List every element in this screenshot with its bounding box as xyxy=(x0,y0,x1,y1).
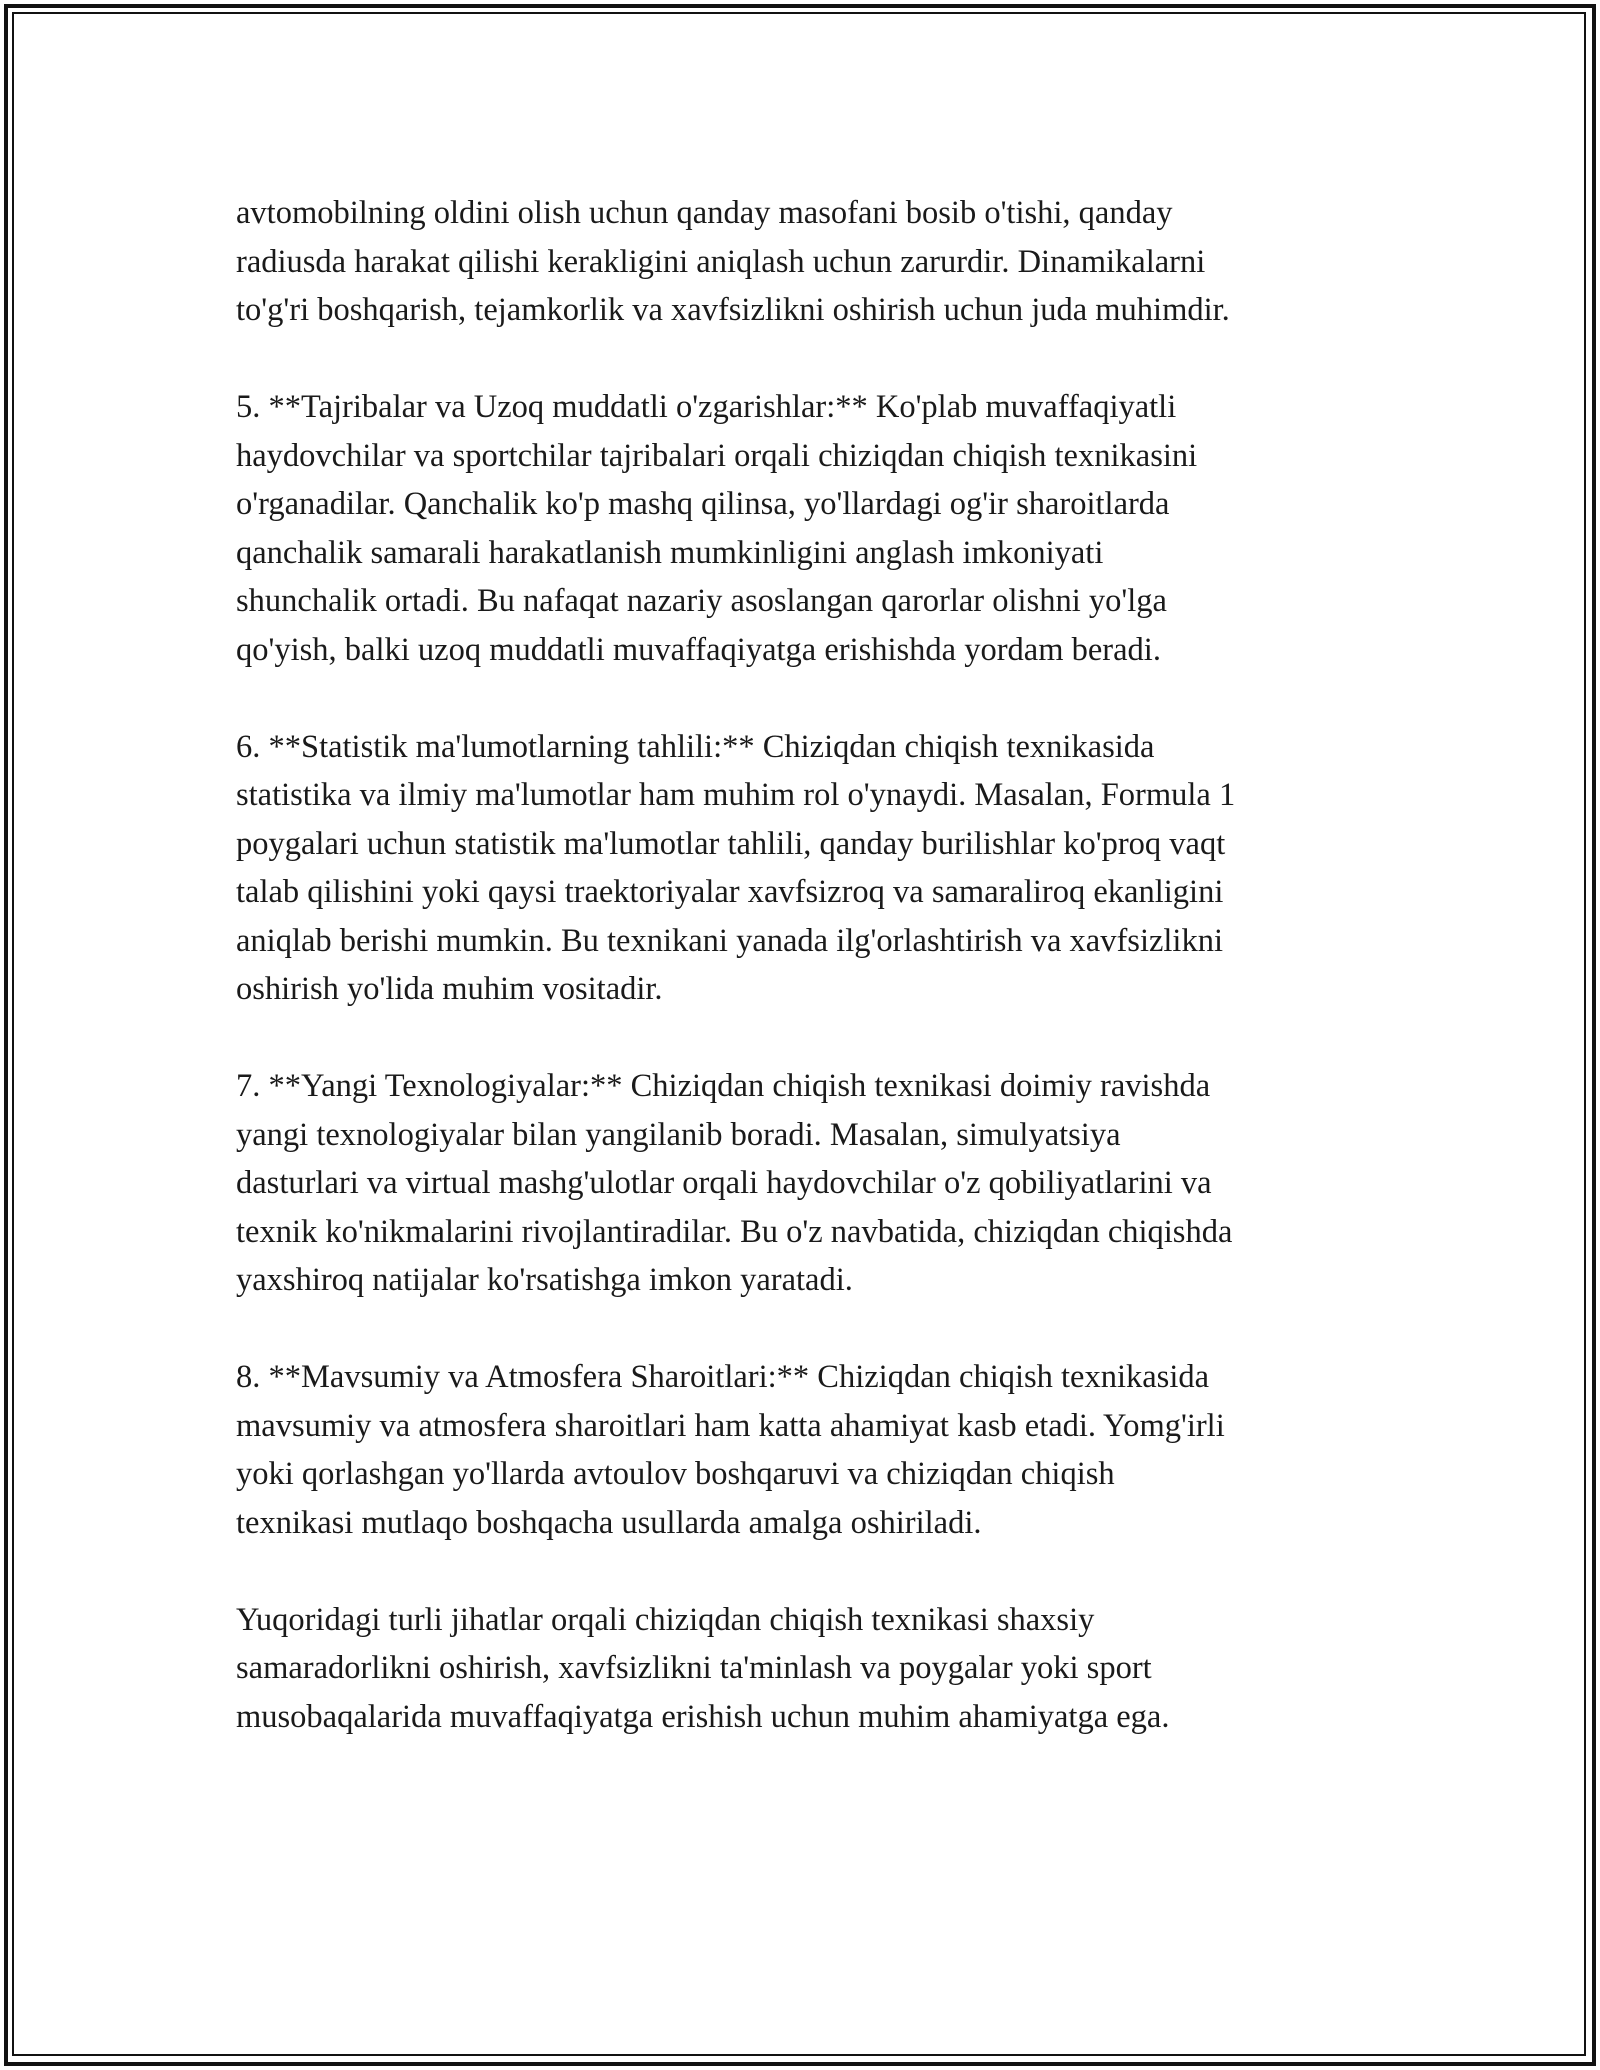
text-line: oshirish yo'lida muhim vositadir. xyxy=(236,971,663,1007)
text-line: 8. **Mavsumiy va Atmosfera Sharoitlari:** Chiziqdan chiqish texnikasida xyxy=(236,1359,1210,1395)
text-line: shunchalik ortadi. Bu nafaqat nazariy asoslangan qarorlar olishni yo'lga xyxy=(236,583,1167,619)
paragraph-item-7 xyxy=(236,1062,1386,1305)
text-line: radiusda harakat qilishi kerakligini aniqlash uchun zarurdir. Dinamikalarni xyxy=(236,243,1206,280)
text-line: samaradorlikni oshirish, xavfsizlikni ta'minlash va poygalar yoki sport xyxy=(236,1650,1152,1686)
text-line: yaxshiroq natijalar ko'rsatishga imkon yaratadi. xyxy=(236,1262,853,1298)
text-line: qanchalik samarali harakatlanish mumkinligini anglash imkoniyati xyxy=(236,534,1104,571)
text-line: texnikasi mutlaqo boshqacha usullarda amalga oshiriladi. xyxy=(236,1504,982,1541)
text-line: statistika va ilmiy ma'lumotlar ham muhim rol o'ynaydi. Masalan, Formula 1 xyxy=(236,777,1236,813)
paragraph-item-5 xyxy=(236,383,1386,674)
text-line: talab qilishini yoki qaysi traektoriyalar xavfsizroq va samaraliroq ekanligini xyxy=(236,874,1224,910)
paragraph-item-8 xyxy=(236,1353,1386,1547)
text-line: poygalari uchun statistik ma'lumotlar tahlili, qanday burilishlar ko'proq vaqt xyxy=(236,825,1226,862)
text-line: 7. **Yangi Texnologiyalar:** Chiziqdan chiqish texnikasi doimiy ravishda xyxy=(236,1068,1211,1104)
paragraph-conclusion xyxy=(236,1596,1386,1742)
text-line: Yuqoridagi turli jihatlar orqali chiziqdan chiqish texnikasi shaxsiy xyxy=(236,1601,1095,1638)
text-line: mavsumiy va atmosfera sharoitlari ham katta ahamiyat kasb etadi. Yomg'irli xyxy=(236,1407,1225,1444)
text-line: yangi texnologiyalar bilan yangilanib boradi. Masalan, simulyatsiya xyxy=(236,1116,1121,1153)
text-line: to'g'ri boshqarish, tejamkorlik va xavfsizlikni oshirish uchun juda muhimdir. xyxy=(236,292,1230,328)
paragraph-item-6 xyxy=(236,723,1386,1014)
text-line: texnik ko'nikmalarini rivojlantiradilar. Bu o'z navbatida, chiziqdan chiqishda xyxy=(236,1213,1233,1250)
text-line: musobaqalarida muvaffaqiyatga erishish uchun muhim ahamiyatga ega. xyxy=(236,1698,1170,1735)
text-line: haydovchilar va sportchilar tajribalari orqali chiziqdan chiqish texnikasini xyxy=(236,437,1198,474)
text-line: 5. **Tajribalar va Uzoq muddatli o'zgarishlar:** Ko'plab muvaffaqiyatli xyxy=(236,389,1177,425)
text-line: aniqlab berishi mumkin. Bu texnikani yanada ilg'orlashtirish va xavfsizlikni xyxy=(236,922,1223,959)
text-line: o'rganadilar. Qanchalik ko'p mashq qilinsa, yo'llardagi og'ir sharoitlarda xyxy=(236,486,1170,522)
text-line: dasturlari va virtual mashg'ulotlar orqali haydovchilar o'z qobiliyatlarini va xyxy=(236,1165,1212,1201)
text-line: 6. **Statistik ma'lumotlarning tahlili:** Chiziqdan chiqish texnikasida xyxy=(236,728,1155,765)
document-body xyxy=(236,189,1386,1790)
text-line: qo'yish, balki uzoq muddatli muvaffaqiyatga erishishda yordam beradi. xyxy=(236,631,1161,668)
text-line: yoki qorlashgan yo'llarda avtoulov boshqaruvi va chiziqdan chiqish xyxy=(236,1456,1115,1492)
text-line: avtomobilning oldini olish uchun qanday masofani bosib o'tishi, qanday xyxy=(236,195,1173,231)
paragraph-continuation xyxy=(236,189,1386,335)
